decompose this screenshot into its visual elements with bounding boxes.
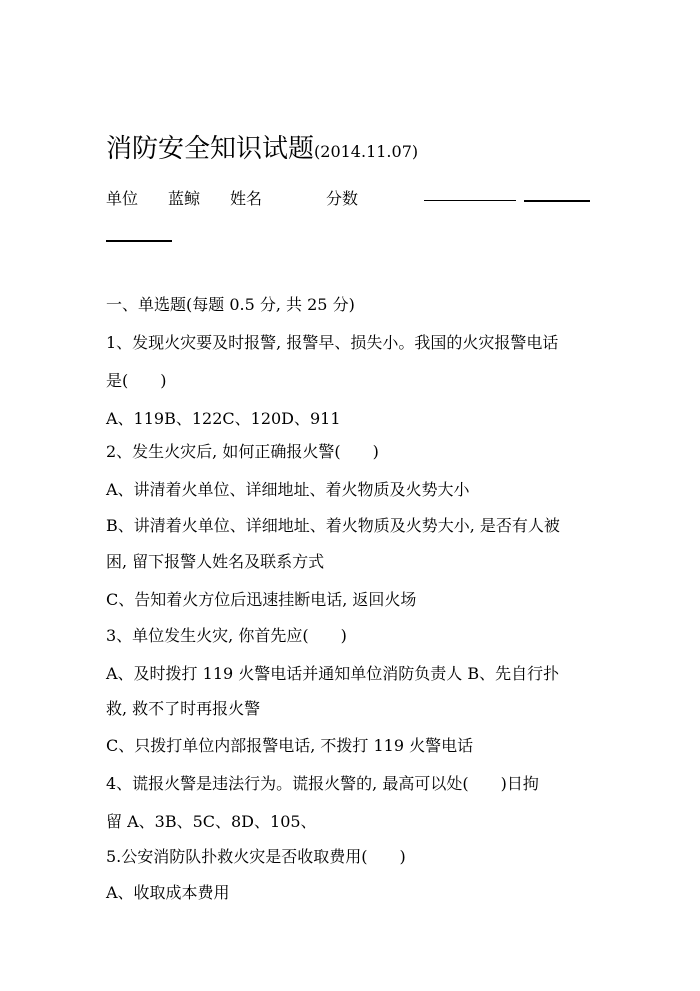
blank-underline-right <box>524 200 590 202</box>
info-row <box>106 184 606 210</box>
question-line: 4、谎报火警是违法行为。谎报火警的, 最高可以处( )日拘 <box>106 774 539 793</box>
question-line: 留 A、3B、5C、8D、105、 <box>106 812 317 831</box>
question-line: C、只拨打单位内部报警电话, 不拨打 119 火警电话 <box>106 736 474 755</box>
question-line: 救, 救不了时再报火警 <box>106 699 261 718</box>
blank-underline-left <box>106 240 172 242</box>
question-line: A、收取成本费用 <box>106 883 230 902</box>
question-line: A、讲清着火单位、详细地址、着火物质及火势大小 <box>106 480 470 499</box>
question-line: 3、单位发生火灾, 你首先应( ) <box>106 626 347 645</box>
question-line: 是( ) <box>106 371 167 390</box>
question-line: C、告知着火方位后迅速挂断电话, 返回火场 <box>106 590 417 609</box>
question-line: B、讲清着火单位、详细地址、着火物质及火势大小, 是否有人被 <box>106 516 560 535</box>
question-line: 1、发现火灾要及时报警, 报警早、损失小。我国的火灾报警电话 <box>106 333 559 352</box>
question-line: A、119B、122C、120D、911 <box>106 409 341 428</box>
question-line: 5.公安消防队扑救火灾是否收取费用( ) <box>106 847 406 866</box>
unit-label: 单位 <box>106 189 139 208</box>
question-line: A、及时拨打 119 火警电话并通知单位消防负责人 B、先自行扑 <box>106 664 560 683</box>
score-label: 分数 <box>326 189 359 208</box>
title-main: 消防安全知识试题 <box>106 134 315 164</box>
section-heading: 一、单选题(每题 0.5 分, 共 25 分) <box>106 295 355 314</box>
question-line: 2、发生火灾后, 如何正确报火警( ) <box>106 442 379 461</box>
question-line: 困, 留下报警人姓名及联系方式 <box>106 552 325 571</box>
unit-value: 蓝鲸 <box>168 189 201 208</box>
page-title <box>106 132 418 169</box>
title-date: (2014.11.07) <box>314 142 419 161</box>
name-label: 姓名 <box>230 189 263 208</box>
score-underline <box>424 200 516 201</box>
